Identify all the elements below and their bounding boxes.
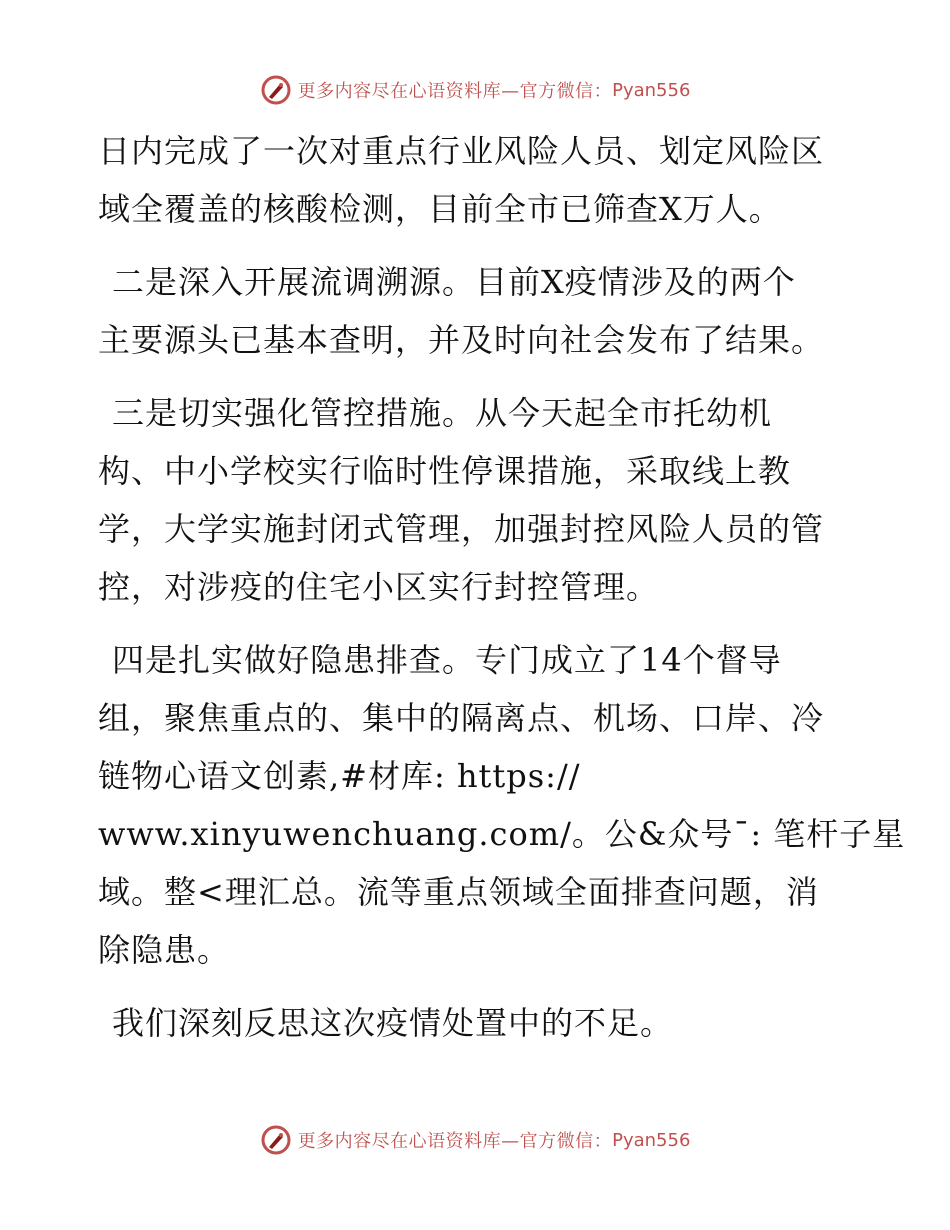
text-line: 二是深入开展流调溯源。目前X疫情涉及的两个 [112,263,796,301]
pen-circle-logo-icon [260,74,292,106]
banner-title: 更多内容尽在心语资料库 [297,81,502,102]
text-line: 主要源头已基本查明，并及时向社会发布了结果。 [98,321,825,359]
text-line: 链物心语文创素,#材库: https:// [98,757,581,795]
footer-banner [0,1120,950,1160]
document-body [98,122,906,1052]
text-line: 四是扎实做好隐患排查。专门成立了14个督导 [112,641,782,679]
paragraph-4 [98,631,906,979]
text-line: 组，聚焦重点的、集中的隔离点、机场、口岸、冷 [98,699,825,737]
paragraph-3 [98,384,858,616]
text-line: 我们深刻反思这次疫情处置中的不足。 [112,1004,674,1042]
banner-wechat-handle: Pyan556 [612,79,691,101]
paragraph-2 [98,253,858,369]
banner-wechat-handle: Pyan556 [612,1129,691,1151]
paragraph-5 [98,994,858,1052]
paragraph-1 [98,122,858,238]
banner-separator: —官方微信： [501,81,613,102]
text-line: 构、中小学校实行临时性停课措施，采取线上教 [98,452,792,490]
text-line: 三是切实强化管控措施。从今天起全市托幼机 [112,394,773,432]
text-line: 日内完成了一次对重点行业风险人员、划定风险区 [98,132,825,170]
text-line: 除隐患。 [98,931,231,969]
banner-separator: —官方微信： [501,1131,613,1152]
text-line: www.xinyuwenchuang.com/。公&众号¯: 笔杆子星 [98,815,906,853]
text-line: 域全覆盖的核酸检测，目前全市已筛查X万人。 [98,190,782,228]
banner-title: 更多内容尽在心语资料库 [297,1131,502,1152]
text-line: 域。整<理汇总。流等重点领域全面排查问题，消 [98,873,819,911]
header-banner [0,70,950,110]
text-line: 控，对涉疫的住宅小区实行封控管理。 [98,568,660,606]
text-line: 学，大学实施封闭式管理，加强封控风险人员的管 [98,510,825,548]
pen-circle-logo-icon [260,1124,292,1156]
